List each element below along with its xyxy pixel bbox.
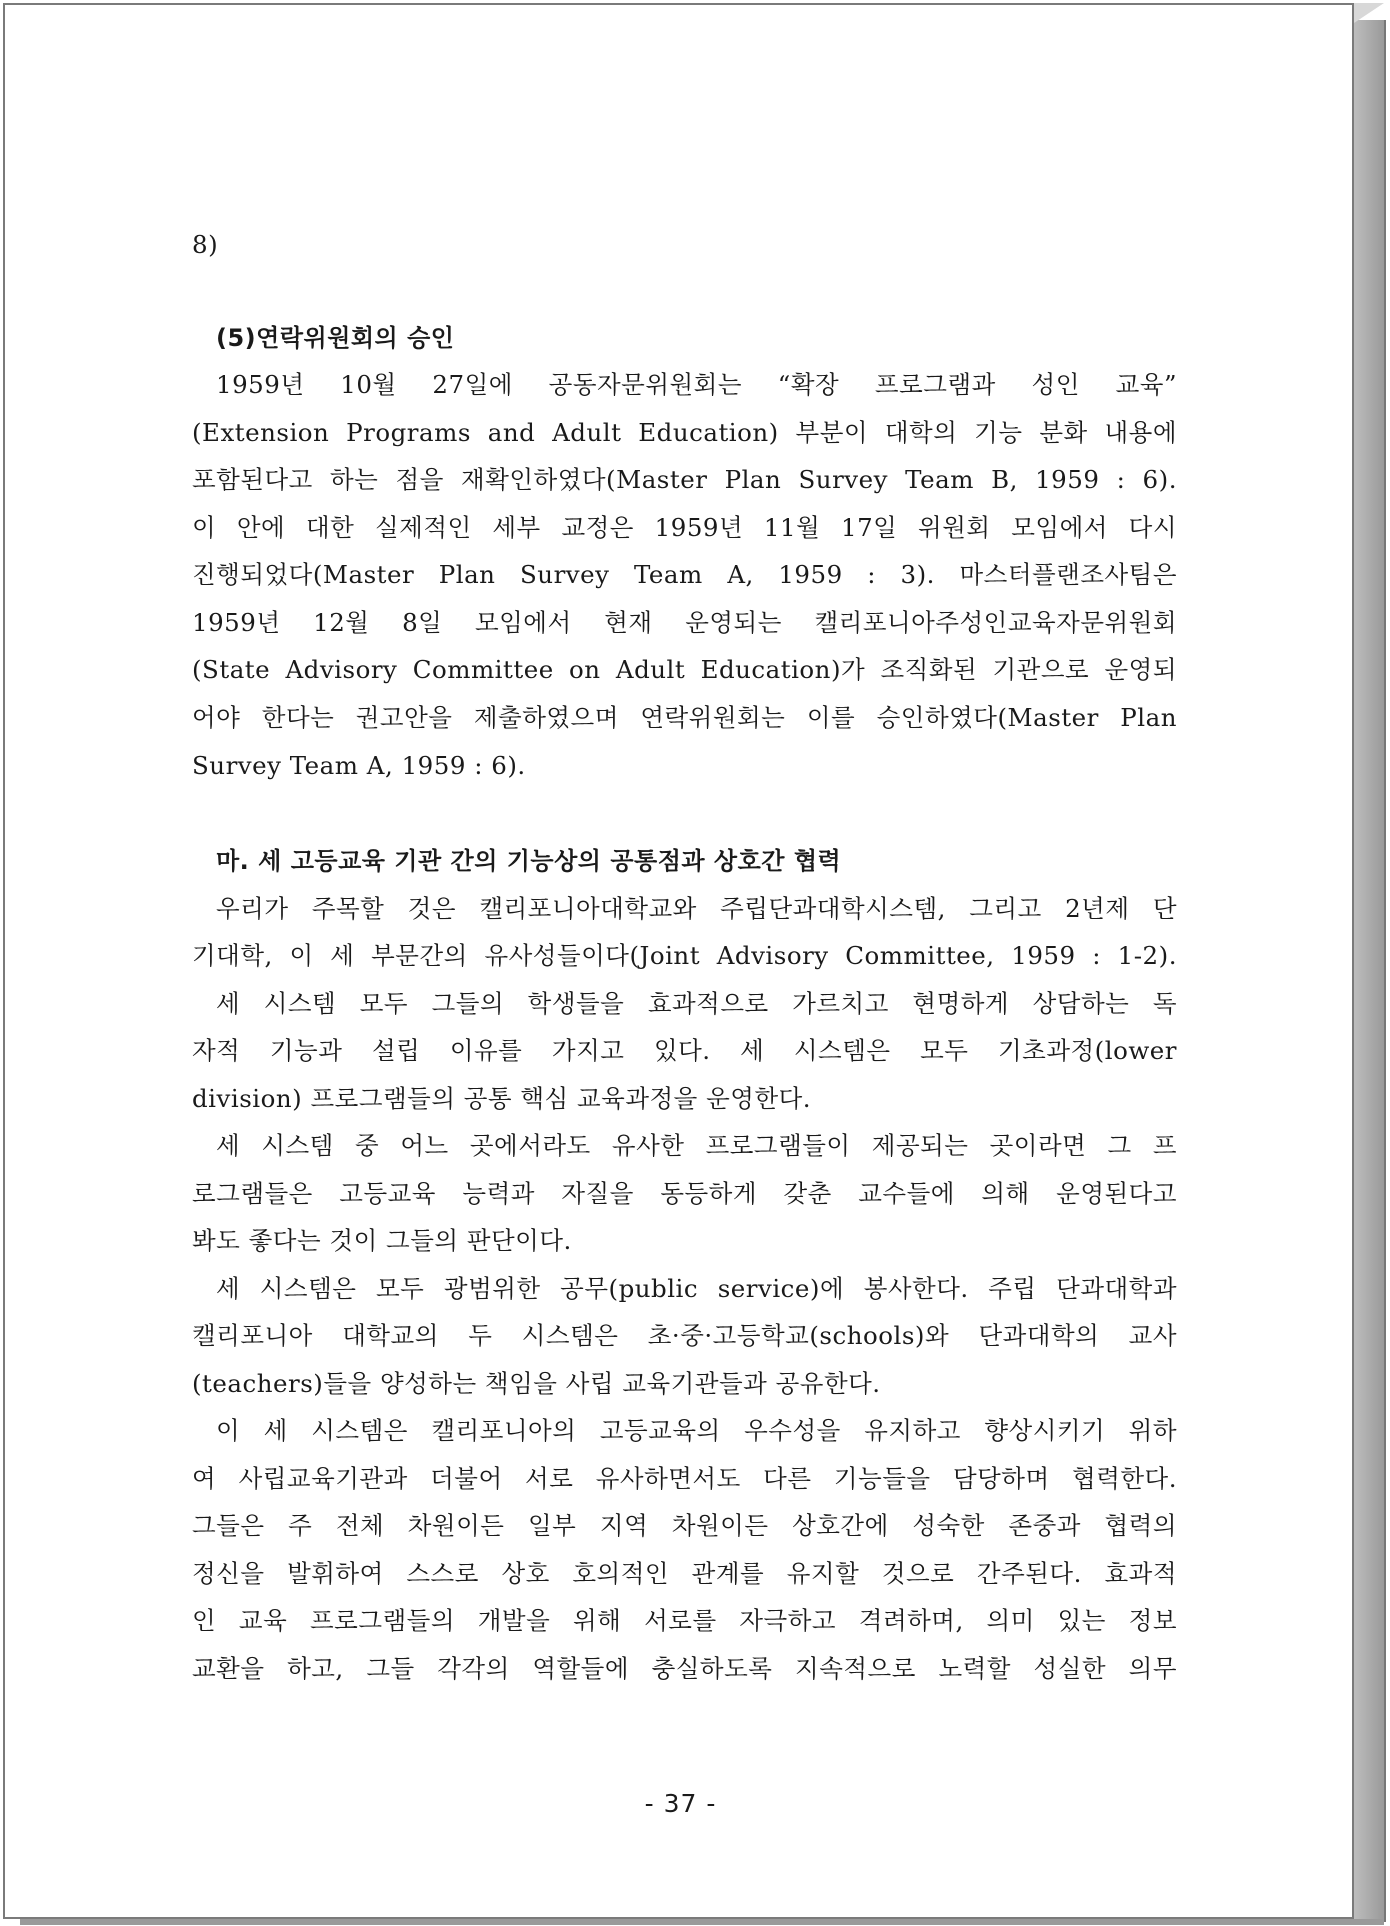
paragraph-line: 1959년 10월 27일에 공동자문위원회는 “확장 프로그램과 성인 교육”	[216, 370, 1177, 399]
paragraph-line: 세 시스템 모두 그들의 학생들을 효과적으로 가르치고 현명하게 상담하는 독	[216, 989, 1177, 1018]
page-edge-right	[1354, 20, 1386, 1922]
paragraph-line: 그들은 주 전체 차원이든 일부 지역 차원이든 상호간에 성숙한 존중과 협력의	[192, 1511, 1177, 1540]
paragraph-line: 세 시스템은 모두 광범위한 공무(public service)에 봉사한다. 주립 단과대학과	[216, 1274, 1177, 1303]
paragraph-line: 우리가 주목할 것은 캘리포니아대학교와 주립단과대학시스템, 그리고 2년제 단	[216, 894, 1177, 923]
paragraph-line: 교환을 하고, 그들 각각의 역할들에 충실하도록 지속적으로 노력할 성실한 의무	[192, 1654, 1177, 1683]
paragraph-line: 로그램들은 고등교육 능력과 자질을 동등하게 갖춘 교수들에 의해 운영된다고	[192, 1179, 1177, 1208]
paragraph-line: 어야 한다는 권고안을 제출하였으며 연락위원회는 이를 승인하였다(Master Plan	[192, 703, 1177, 732]
paragraph-line: 이 안에 대한 실제적인 세부 교정은 1959년 11월 17일 위원회 모임에서 다시	[192, 513, 1177, 542]
paragraph-line: 포함된다고 하는 점을 재확인하였다(Master Plan Survey Team B, 1959 : 6).	[192, 465, 1177, 494]
paragraph-line: 여 사립교육기관과 더불어 서로 유사하면서도 다른 기능들을 담당하며 협력한다.	[192, 1464, 1177, 1493]
section-heading-common-functions: 마. 세 고등교육 기관 간의 기능상의 공통점과 상호간 협력	[216, 847, 842, 875]
page-number: - 37 -	[644, 1789, 717, 1818]
paragraph-line: Survey Team A, 1959 : 6).	[192, 751, 526, 780]
paragraph-line: 캘리포니아 대학교의 두 시스템은 초·중·고등학교(schools)와 단과대학의 교사	[192, 1321, 1177, 1350]
paragraph-line: (State Advisory Committee on Adult Education)가 조직화된 기관으로 운영되	[192, 655, 1177, 684]
paragraph-line: 인 교육 프로그램들의 개발을 위해 서로를 자극하고 격려하며, 의미 있는 정보	[192, 1606, 1177, 1635]
paragraph-line: 1959년 12월 8일 모임에서 현재 운영되는 캘리포니아주성인교육자문위원회	[192, 608, 1177, 637]
paragraph-line: 정신을 발휘하여 스스로 상호 호의적인 관계를 유지할 것으로 간주된다. 효과적	[192, 1559, 1177, 1588]
paragraph-line: (teachers)들을 양성하는 책임을 사립 교육기관들과 공유한다.	[192, 1369, 881, 1398]
paragraph-line: (Extension Programs and Adult Education) 부분이 대학의 기능 분화 내용에	[192, 418, 1177, 447]
page-corner-fold	[1354, 3, 1384, 23]
paragraph-line: 진행되었다(Master Plan Survey Team A, 1959 : 3). 마스터플랜조사팀은	[192, 560, 1177, 589]
paragraph-line: 이 세 시스템은 캘리포니아의 고등교육의 우수성을 유지하고 향상시키기 위하	[216, 1416, 1177, 1445]
document-page	[3, 3, 1354, 1919]
paragraph-line: 봐도 좋다는 것이 그들의 판단이다.	[192, 1226, 572, 1255]
section-heading-liaison-approval: (5)연락위원회의 승인	[216, 324, 455, 352]
paragraph-line: division) 프로그램들의 공통 핵심 교육과정을 운영한다.	[192, 1084, 812, 1113]
page-edge-bottom	[20, 1919, 1384, 1925]
paragraph-line: 세 시스템 중 어느 곳에서라도 유사한 프로그램들이 제공되는 곳이라면 그 프	[216, 1131, 1177, 1160]
paragraph-line: 자적 기능과 설립 이유를 가지고 있다. 세 시스템은 모두 기초과정(lower	[192, 1036, 1177, 1065]
paragraph-line: 기대학, 이 세 부문간의 유사성들이다(Joint Advisory Committee, 1959 : 1-2).	[192, 941, 1177, 970]
top-fragment: 8)	[192, 230, 219, 259]
